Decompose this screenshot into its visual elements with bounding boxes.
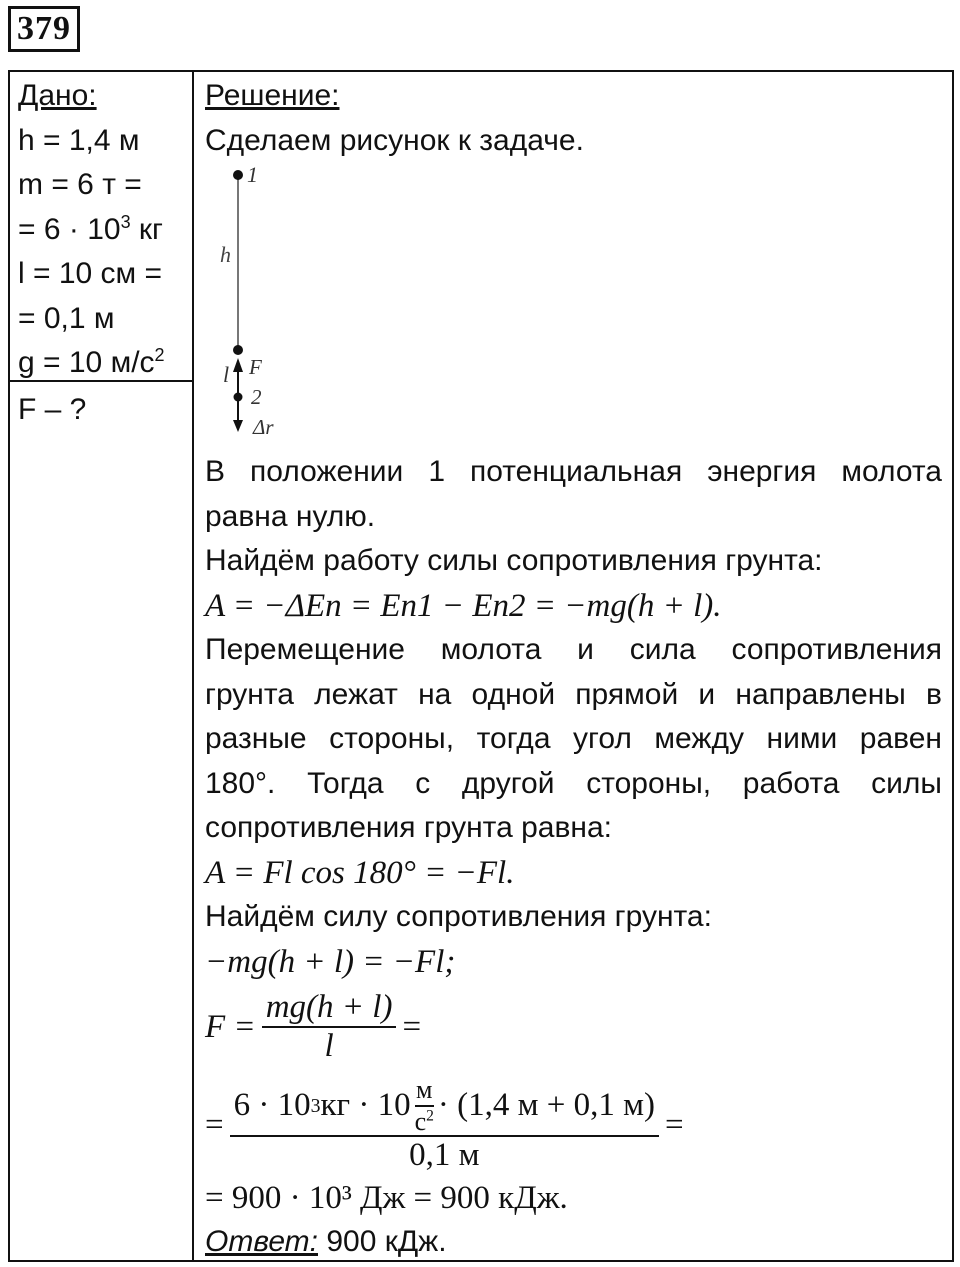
label-l: l <box>223 362 230 387</box>
solution-text: равна нулю. <box>205 499 376 533</box>
hammer-diagram <box>215 160 305 440</box>
solution-header: Решение: <box>205 79 340 112</box>
solution-text: В положении 1 потенциальная энергия молота <box>205 455 942 488</box>
given-line: = $6 \cdot 10^3$ кг <box>18 211 163 246</box>
label-1: 1 <box>247 162 258 187</box>
label-delta-r: Δr <box>253 415 274 439</box>
solution-text: Найдём работу силы сопротивления грунта: <box>205 544 823 577</box>
fraction-numerator: mg(h + l) <box>265 989 393 1025</box>
formula-work: A = −ΔEп = Eп1 − Eп2 = −mg(h + l). <box>205 587 722 624</box>
solution-text: Найдём силу сопротивления грунта: <box>205 900 712 933</box>
position-2-dot <box>234 393 243 402</box>
fraction-numerator: 6 · 10 3 кг · 10 $\frac{м}{с^2}$ · (1,4 м + 0,1 м) <box>233 1074 656 1136</box>
fraction-denominator: 0,1 м <box>409 1136 480 1173</box>
given-line: m = 6 т = <box>18 168 142 201</box>
given-header: Дано: <box>18 79 97 112</box>
label-f: F <box>249 355 262 379</box>
label-h: h <box>220 242 231 267</box>
solution-text: сопротивления грунта равна: <box>205 811 612 844</box>
solution-body <box>205 450 942 984</box>
given-line: = 0,1 м <box>18 301 115 335</box>
answer <box>205 1220 447 1264</box>
position-1-dot <box>233 170 243 180</box>
force-arrow <box>233 358 243 372</box>
formula-force: F = $\frac{mg(h + l)}{l}$ = <box>205 989 422 1064</box>
formula-result: = 900 · 10³ Дж = 900 кДж. <box>205 1180 568 1216</box>
given-line: l = 10 см = <box>18 257 163 290</box>
solution-text: 180°. Тогда с другой стороны, работа силы <box>205 766 942 800</box>
surface-dot <box>233 345 243 355</box>
formula-work-cos: A = Fl cos 180° = −Fl. <box>205 854 515 891</box>
problem-number: 379 <box>8 6 80 52</box>
label-2: 2 <box>251 385 262 409</box>
solution-text: Сделаем рисунок к задаче. <box>205 123 584 157</box>
formula-equation: −mg(h + l) = −Fl; <box>205 943 456 980</box>
solution-section <box>205 74 942 163</box>
answer-label: Ответ: <box>205 1225 318 1258</box>
find-section: F – ? <box>18 393 87 426</box>
given-section <box>18 74 165 386</box>
answer-value: 900 кДж. <box>318 1225 447 1258</box>
column-divider <box>192 70 194 1262</box>
solution-text: Перемещение молота и сила сопротивления <box>205 633 942 666</box>
formula-substitution: = 6 · 10 3 кг · 10 $\frac{м}{с^2}$ · (1,4 м + 0,1 м) 0,1 м = <box>205 1074 684 1173</box>
unit-fraction: $\frac{м}{с^2}$ <box>414 1074 434 1136</box>
given-line: g = 10 $м/с^2$ <box>18 345 165 379</box>
given-line: h = 1,4 м <box>18 123 140 157</box>
solution-text: разные стороны, тогда угол между ними равен <box>205 722 942 755</box>
displacement-arrow <box>233 420 243 432</box>
solution-text: грунта лежат на одной прямой и направлены в <box>205 677 942 711</box>
fraction-denominator: l <box>324 1028 334 1064</box>
